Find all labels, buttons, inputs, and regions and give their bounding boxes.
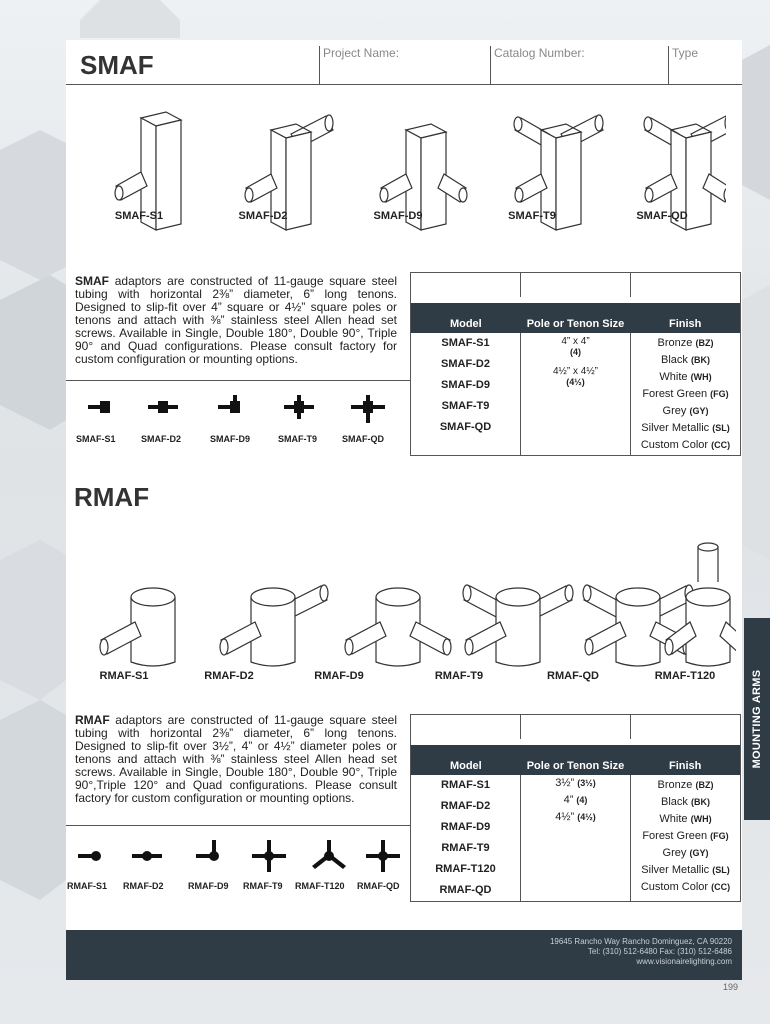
side-tab-label: MOUNTING ARMS bbox=[751, 669, 763, 769]
rmaf-t9-drawing bbox=[463, 585, 573, 666]
rmaf-qd-label: RMAF-QD bbox=[547, 670, 599, 682]
finish-entry: Grey (GY) bbox=[662, 405, 709, 417]
table-row: RMAF-D2 bbox=[440, 800, 491, 812]
smaf-d2-icon-label: SMAF-D2 bbox=[141, 434, 181, 444]
table-row: RMAF-T120 bbox=[435, 863, 496, 875]
finish-entry: Black (BK) bbox=[661, 796, 710, 808]
smaf-d2-icon bbox=[148, 401, 178, 413]
rmaf-qd-drawing bbox=[583, 585, 693, 666]
rmaf-header-size: Pole or Tenon Size bbox=[526, 760, 625, 772]
finish-entry: Custom Color (CC) bbox=[640, 881, 731, 893]
rmaf-table-header bbox=[411, 745, 740, 775]
rmaf-description bbox=[75, 714, 397, 805]
page-title: SMAF bbox=[80, 50, 154, 80]
rmaf-divider bbox=[66, 825, 410, 826]
smaf-header-finish: Finish bbox=[668, 318, 702, 330]
smaf-t9-icon bbox=[284, 395, 314, 419]
rmaf-s1-icon-label: RMAF-S1 bbox=[67, 881, 107, 891]
footer-address: 19645 Rancho Way Rancho Dominguez, CA 90220 bbox=[549, 937, 732, 946]
spec-sheet bbox=[66, 40, 742, 980]
smaf-spec-table bbox=[410, 272, 741, 456]
smaf-d9-label: SMAF-D9 bbox=[373, 210, 423, 222]
rmaf-t120-icon bbox=[312, 840, 346, 869]
project-name-label: Project Name: bbox=[323, 46, 400, 60]
catalog-number-label: Catalog Number: bbox=[494, 46, 585, 60]
rmaf-d9-icon bbox=[196, 840, 219, 861]
rmaf-qd-icon-label: RMAF-QD bbox=[357, 881, 400, 891]
smaf-qd-icon bbox=[351, 395, 385, 423]
rmaf-table-body bbox=[411, 775, 740, 901]
smaf-icons bbox=[76, 395, 406, 425]
rmaf-desc-text: adaptors are constructed of 11-gauge square steel tubing with horizontal 2⅜” diameter, 6” long tenons. Designed to slip-fit over 3½”, 4” or 4½” diameter poles or tenons and attach with ⅜” stainless steel Allen head set screws. Available in Single, Double 180°, Double 90°, Triple 90°,Triple 120° and Quad configurations. Please consult factory for custom configuration or mounting options. bbox=[75, 713, 397, 805]
type-label: Type bbox=[672, 46, 699, 60]
finish-entry: Forest Green (FG) bbox=[642, 830, 729, 842]
rmaf-title: RMAF bbox=[74, 482, 150, 512]
finish-entry: Bronze (BZ) bbox=[657, 337, 714, 349]
smaf-desc-text: adaptors are constructed of 11-gauge square steel tubing with horizontal 2⅜” diameter, 6” long tenons. Designed to slip-fit over 4” square or 4½” square poles or tenons and attach with ⅜” stainless steel Allen head set screws. Available in Single, Double 180°, Double 90°, Triple 90° and Quad configurations. Please consult factory for custom configuration or mounting options. bbox=[75, 274, 397, 366]
rmaf-header-model: Model bbox=[449, 760, 482, 772]
smaf-model-column bbox=[411, 333, 521, 455]
table-row: SMAF-D9 bbox=[441, 379, 490, 391]
rmaf-t120-icon-label: RMAF-T120 bbox=[295, 881, 345, 891]
catalog-number-field[interactable] bbox=[490, 46, 668, 84]
size-entry: 4½” (4½) bbox=[555, 811, 596, 823]
smaf-s1-icon bbox=[88, 401, 110, 413]
footer-contact bbox=[550, 937, 732, 967]
rmaf-desc-lead: RMAF bbox=[75, 713, 110, 727]
smaf-qd-label: SMAF-QD bbox=[636, 210, 688, 222]
table-row: SMAF-S1 bbox=[441, 337, 490, 349]
smaf-size-column bbox=[521, 333, 631, 455]
rmaf-finish-column bbox=[631, 775, 740, 901]
size-entry: 4” x 4” (4) bbox=[561, 336, 590, 357]
rmaf-model-column bbox=[411, 775, 521, 901]
smaf-finish-column bbox=[631, 333, 740, 455]
smaf-table-blank-row bbox=[411, 273, 740, 297]
footer-bar bbox=[66, 930, 742, 980]
type-field[interactable] bbox=[668, 46, 742, 84]
footer-website[interactable]: www.visionairelighting.com bbox=[636, 957, 732, 966]
rmaf-t9-icon-label: RMAF-T9 bbox=[243, 881, 283, 891]
smaf-desc-lead: SMAF bbox=[75, 274, 109, 288]
size-entry: 4” (4) bbox=[563, 794, 588, 806]
size-entry: 3½” (3½) bbox=[555, 777, 596, 789]
table-row: SMAF-T9 bbox=[441, 400, 490, 412]
finish-entry: Black (BK) bbox=[661, 354, 710, 366]
table-row: SMAF-D2 bbox=[441, 358, 490, 370]
rmaf-table-blank-row bbox=[411, 715, 740, 739]
side-tab-mounting-arms[interactable] bbox=[744, 618, 770, 820]
page-number: 199 bbox=[722, 982, 738, 992]
footer-phone: Tel: (310) 512-6480 Fax: (310) 512-6486 bbox=[587, 947, 732, 956]
smaf-table-body bbox=[411, 333, 740, 455]
rmaf-qd-icon bbox=[366, 840, 400, 872]
finish-entry: Bronze (BZ) bbox=[657, 779, 714, 791]
smaf-s1-icon-label: SMAF-S1 bbox=[76, 434, 116, 444]
table-row: RMAF-S1 bbox=[441, 779, 490, 791]
rmaf-d2-icon-label: RMAF-D2 bbox=[123, 881, 164, 891]
smaf-description bbox=[75, 275, 397, 366]
rmaf-spec-table bbox=[410, 714, 741, 902]
finish-entry: Custom Color (CC) bbox=[640, 439, 731, 451]
rmaf-s1-icon bbox=[78, 851, 101, 861]
smaf-header-size: Pole or Tenon Size bbox=[526, 318, 625, 330]
rmaf-header-finish: Finish bbox=[668, 760, 702, 772]
header-divider bbox=[66, 84, 742, 85]
finish-entry: Grey (GY) bbox=[662, 847, 709, 859]
rmaf-t120-label: RMAF-T120 bbox=[654, 670, 716, 682]
smaf-d2-label: SMAF-D2 bbox=[238, 210, 288, 222]
table-row: RMAF-D9 bbox=[440, 821, 491, 833]
rmaf-t9-label: RMAF-T9 bbox=[434, 670, 484, 682]
smaf-d9-icon bbox=[218, 395, 240, 413]
smaf-qd-icon-label: SMAF-QD bbox=[342, 434, 384, 444]
smaf-table-header bbox=[411, 303, 740, 333]
smaf-s1-label: SMAF-S1 bbox=[114, 210, 164, 222]
rmaf-d9-label: RMAF-D9 bbox=[314, 670, 364, 682]
finish-entry: White (WH) bbox=[659, 371, 712, 383]
table-row: SMAF-QD bbox=[439, 421, 492, 433]
table-row: RMAF-QD bbox=[439, 884, 492, 896]
rmaf-size-column bbox=[521, 775, 631, 901]
smaf-divider bbox=[66, 380, 410, 381]
rmaf-fittings-drawings bbox=[76, 542, 736, 672]
table-row: RMAF-T9 bbox=[441, 842, 490, 854]
rmaf-d2-icon bbox=[132, 851, 162, 861]
smaf-header-model: Model bbox=[449, 318, 482, 330]
rmaf-t9-icon bbox=[252, 840, 286, 872]
rmaf-d9-icon-label: RMAF-D9 bbox=[188, 881, 229, 891]
finish-entry: Silver Metallic (SL) bbox=[641, 864, 730, 876]
rmaf-icons bbox=[74, 840, 404, 874]
rmaf-d9-drawing bbox=[345, 588, 451, 666]
smaf-t9-icon-label: SMAF-T9 bbox=[278, 434, 317, 444]
finish-entry: Silver Metallic (SL) bbox=[641, 422, 730, 434]
finish-entry: Forest Green (FG) bbox=[642, 388, 729, 400]
size-entry: 4½” x 4½” (4½) bbox=[552, 366, 599, 387]
rmaf-d2-drawing bbox=[220, 585, 328, 666]
finish-entry: White (WH) bbox=[659, 813, 712, 825]
rmaf-s1-drawing bbox=[100, 588, 175, 666]
rmaf-d2-label: RMAF-D2 bbox=[204, 670, 254, 682]
smaf-t9-label: SMAF-T9 bbox=[508, 210, 556, 222]
smaf-d9-icon-label: SMAF-D9 bbox=[210, 434, 250, 444]
rmaf-s1-label: RMAF-S1 bbox=[99, 670, 149, 682]
project-name-field[interactable] bbox=[319, 46, 489, 84]
